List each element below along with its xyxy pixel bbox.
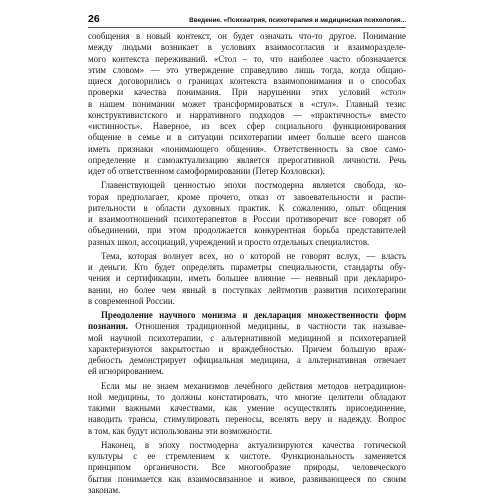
text-run: общение в семье и в ситуации психотерапии имеет больше всего шансов [88,132,406,143]
paragraph [88,310,406,378]
text-run: объединении, при этом продолжается конкурентная борьба представителей [88,225,406,236]
text-run: щиеся договорились о границах контекста взаимопонимания и о способах [88,76,406,86]
page-number: 26 [88,13,100,25]
text-line [88,31,406,42]
paragraph [88,381,406,437]
text-line [88,426,406,437]
text-line [88,392,406,403]
paragraph [88,31,406,177]
text-run: Если мы не знаем механизмов лечебного действия методов нетрадицион- [101,380,406,391]
text-line [88,144,406,155]
running-title: Введение. «Психиатрия, психотерапия и медицинская психология... [189,17,406,24]
text-line [88,310,406,321]
text-line [88,76,406,87]
text-run: мой научной психотерапии, с альтернативной медициной и психотерапией [88,332,406,343]
text-line [88,251,406,262]
text-line [88,403,406,414]
text-line [88,110,406,121]
text-run: иметь признаки «понимающего общения». Ответственность за свое само- [88,143,406,154]
text-line [88,42,406,53]
text-run: конструктивистского и нарративного подходов — «практичность» вместо [88,109,406,120]
text-line [88,54,406,65]
text-run: идет об ответственном самоформировании (Петер Козловски). [88,166,325,176]
text-line [88,355,406,366]
text-run: сообщения в новый контекст, он будет означать что-то другое. Понимание [88,31,406,41]
text-run: рительности в области духовных практик. К сожалению, опыт общения [88,202,406,213]
text-run: характеризуются закрытостью и враждебностью. Причем большую враж- [88,343,406,354]
text-line [88,214,406,225]
text-run: дебность демонстрирует официальная медицина, а альтернативная отвечает [88,355,406,365]
bold-heading-run: Преодоление научного монизма и декларация множественности форм [101,310,406,320]
text-line [88,285,406,296]
text-run: определение и самоактуализацию является прерогативной личности. Речь [88,154,406,165]
text-line [88,121,406,132]
text-run: «истинность». Наверное, из всех сфер социального функционирования [88,121,406,131]
text-line [88,474,406,485]
text-run: между людьми возникает в условиях взаимосогласия и взаиморазделе- [88,42,406,53]
text-run: Главенствующей ценностью эпохи постмодерна является свобода, ко- [101,180,406,191]
text-run: мого контекста переживаний. «Стол – то, что наиболее часто обозначается [88,53,406,64]
text-run: такими важными качествами, как умение осуществлять присоединение, [88,403,406,413]
text-line [88,321,406,332]
text-run: наводить трансы, стимулировать переносы, вселять веру и надежду. Вопрос [88,414,406,425]
text-line [88,262,406,273]
text-run: Отношения традиционной медицины, в частности так называе- [127,321,406,332]
text-run: бытия понимается как взаимосвязанное и живое, развивающееся по своим [88,473,406,484]
text-run: Наконец, в эпоху постмодерна актуализируются качества готической [101,439,406,450]
text-run: чения и сертификации, иметь большее влияние — неявный при деклариро- [88,273,406,284]
text-line [88,273,406,284]
text-line [88,225,406,236]
text-line [88,132,406,143]
text-run: в нашем понимании может трансформироваться в «стул». Главный тезис [88,98,406,109]
text-run: законам. [88,484,121,495]
text-run: культуры с ее стремлением к чистоте. Функциональность заменяется [88,451,406,461]
text-run: Тема, которая волнует всех, но о которой не говорят вслух, — власть [101,250,406,261]
text-line [88,414,406,425]
text-run: вании, но более чем явный в поступках лейтмотив развития психотерапии [88,284,406,295]
text-line [88,333,406,344]
text-line [88,237,406,248]
text-run: торая предполагает, кроме прочего, отказ от завоевательности и распи- [88,191,406,202]
text-line [88,87,406,98]
text-line [88,485,406,496]
text-line [88,296,406,307]
text-run: и деньги. Кто будет определять параметры специальности, стандарты обу- [88,262,406,272]
text-run: разных школ, ассоциаций, учреждений и просто отдельных специалистов. [88,236,370,247]
text-line [88,65,406,76]
text-run: ной медицины, то должны констатировать, что многие целители обладают [88,391,406,402]
text-line [88,366,406,377]
text-line [88,192,406,203]
text-line [88,180,406,191]
text-line [88,203,406,214]
text-line [88,381,406,392]
text-run: и взаимоотношений психотерапевтов в России противоречит все говорят об [88,214,406,224]
paragraph [88,440,406,496]
text-run: проверки качества понимания. При нарушении этих условий «стол» [88,87,406,98]
text-run: этим словом» — это утверждение справедливо лишь тогда, когда общаю- [88,64,406,75]
text-line [88,451,406,462]
text-line [88,440,406,451]
text-run: принципом органичности. Все многообразие природы, человеческого [88,462,406,473]
text-line [88,99,406,110]
text-line [88,155,406,166]
text-run: в современной России. [88,295,175,306]
bold-heading-run: познания. [88,321,128,332]
text-line [88,344,406,355]
text-run: ей игнорированием. [88,366,164,377]
header-rule [88,27,406,28]
running-head [88,13,406,25]
text-run: в том, как будут использованы эти возможности. [88,425,273,436]
body-text [88,31,406,496]
text-line [88,166,406,177]
paragraph [88,251,406,307]
paragraph [88,180,406,248]
text-line [88,462,406,473]
